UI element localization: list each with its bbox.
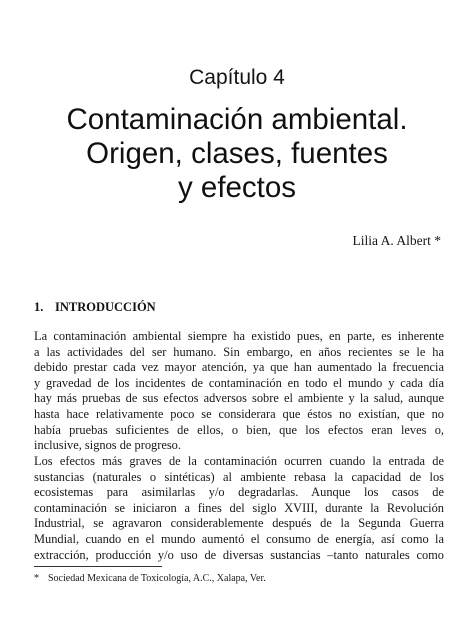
- text-line: extracción, producción y/o uso de diversas sustancias –tanto naturales como: [34, 547, 444, 562]
- section-heading: [34, 300, 156, 315]
- text-line: debido prestar cada vez mayor atención, ya que han aumentado la frecuencia: [34, 360, 444, 375]
- section-title: INTRODUCCIÓN: [55, 300, 156, 314]
- footnote-text: Sociedad Mexicana de Toxicología, A.C., Xalapa, Ver.: [48, 573, 266, 584]
- body-paragraph: [34, 454, 444, 563]
- chapter-title-line: y efectos: [177, 171, 297, 204]
- text-line: hay más pruebas de sus efectos adversos sobre el ambiente y la salud, aunque: [34, 391, 444, 406]
- author-name: Lilia A. Albert *: [352, 233, 441, 248]
- text-line: Los efectos más graves de la contaminación ocurren cuando la entrada de: [34, 454, 444, 468]
- text-line: Industrial, se agravaron considerablemente después de la Segunda Guerra: [34, 516, 444, 531]
- text-line: La contaminación ambiental siempre ha existido pues, en parte, es inherente: [34, 329, 444, 343]
- section-number: 1.: [34, 300, 44, 314]
- text-line: contaminación se iniciaron a fines del siglo XVIII, durante la Revolución: [34, 500, 444, 515]
- text-line: hasta hace relativamente poco se considerara que éstos no existían, que no: [34, 406, 444, 421]
- text-line: inclusive, signos de progreso.: [34, 438, 181, 453]
- chapter-title-line: Contaminación ambiental.: [66, 103, 408, 136]
- footnote-mark: *: [34, 573, 39, 584]
- text-line: y gravedad de los incidentes de contaminación en todo el mundo y cada día: [34, 375, 444, 390]
- text-line: a las actividades del ser humano. Sin embargo, en años recientes se le ha: [34, 344, 444, 359]
- footnote-divider: [34, 566, 162, 567]
- text-line: sustancias (naturales o sintéticas) al ambiente rebasa la capacidad de los: [34, 469, 444, 484]
- chapter-title: [30, 103, 444, 205]
- footnote: [34, 573, 266, 585]
- text-line: Mundial, cuando en el mundo aumentó el consumo de energía, así como la: [34, 531, 444, 546]
- chapter-title-line: Origen, clases, fuentes: [86, 137, 388, 170]
- body-paragraph: [34, 329, 444, 454]
- text-line: ecosistemas para asimilarlas y/o degradarlas. Aunque los casos de: [34, 485, 444, 500]
- chapter-label: Capítulo 4: [189, 66, 285, 89]
- text-line: había pruebas suficientes de ellos, o bien, que los efectos eran leves o,: [34, 422, 444, 437]
